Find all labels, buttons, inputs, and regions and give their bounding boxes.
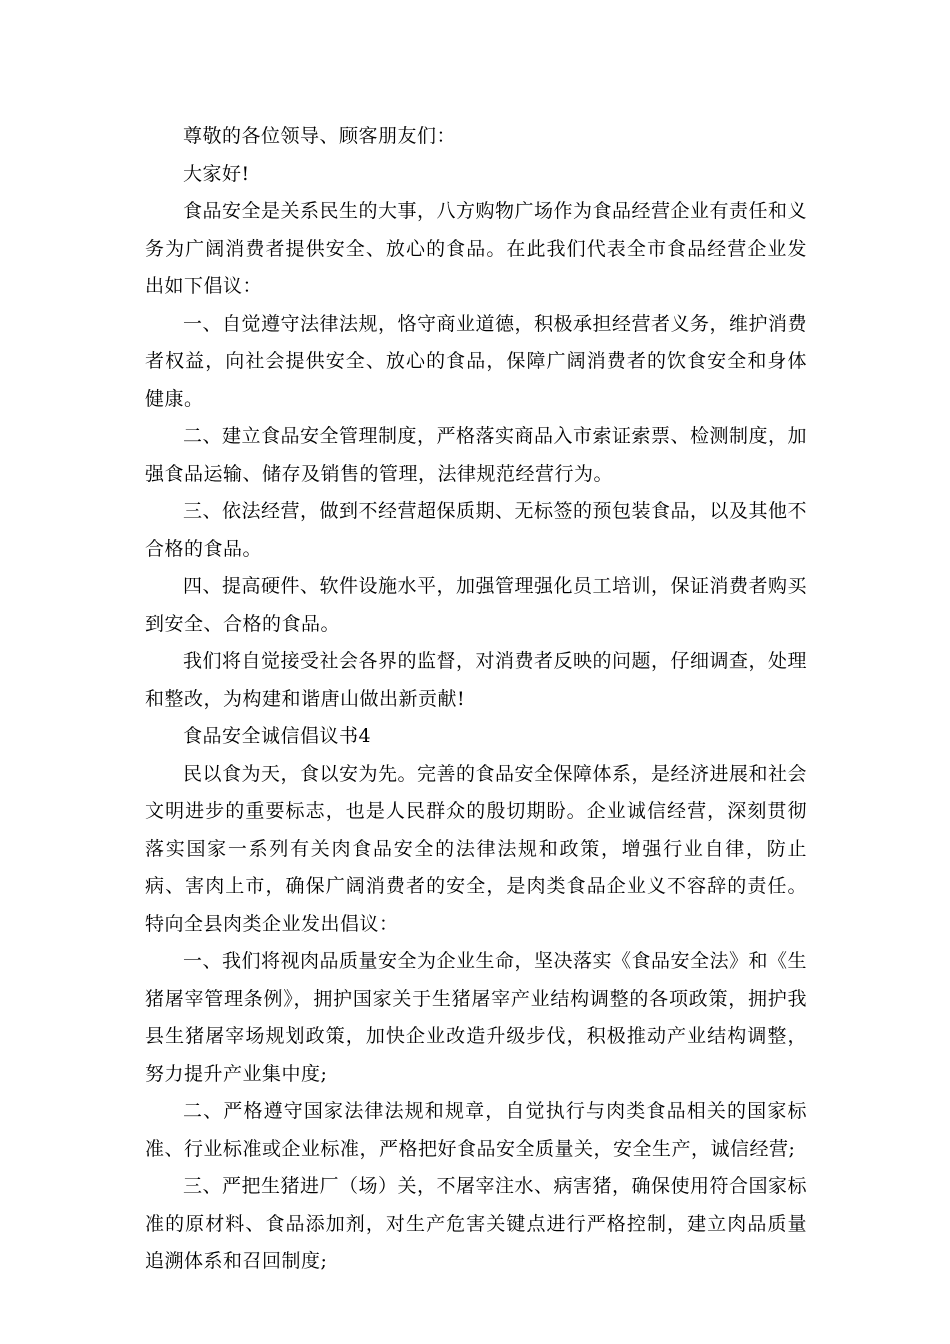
greeting: 大家好! xyxy=(183,162,250,185)
proposal-item-1: 一、自觉遵守法律法规，恪守商业道德，积极承担经营者义务，维护消费者权益，向社会提供安全、放心的食品，保障广阔消费者的饮食安全和身体健康。 xyxy=(145,312,808,410)
intro-paragraph: 食品安全是关系民生的大事，八方购物广场作为食品经营企业有责任和义务为广阔消费者提供安全、放心的食品。在此我们代表全市食品经营企业发出如下倡议： xyxy=(145,200,808,297)
document-body xyxy=(145,118,807,1281)
proposal-item-4: 四、提高硬件、软件设施水平，加强管理强化员工培训，保证消费者购买到安全、合格的食品。 xyxy=(145,575,808,635)
proposal-item-2: 二、建立食品安全管理制度，严格落实商品入市索证索票、检测制度，加强食品运输、储存及销售的管理，法律规范经营行为。 xyxy=(145,425,808,485)
section-item-2: 二、严格遵守国家法律法规和规章，自觉执行与肉类食品相关的国家标准、行业标准或企业标准，严格把好食品安全质量关，安全生产，诚信经营; xyxy=(145,1100,807,1160)
section-title: 食品安全诚信倡议书4 xyxy=(183,725,372,747)
proposal-item-3: 三、依法经营，做到不经营超保质期、无标签的预包装食品，以及其他不合格的食品。 xyxy=(145,500,808,560)
section-item-3: 三、严把生猪进厂（场）关，不屠宰注水、病害猪，确保使用符合国家标准的原材料、食品添加剂，对生产危害关键点进行严格控制，建立肉品质量追溯体系和召回制度; xyxy=(145,1175,808,1272)
salutation: 尊敬的各位领导、顾客朋友们： xyxy=(183,125,457,147)
section-intro-paragraph: 民以食为天，食以安为先。完善的食品安全保障体系，是经济进展和社会文明进步的重要标志，也是人民群众的殷切期盼。企业诚信经营，深刻贯彻落实国家一系列有关肉食品安全的法律法规和政策，增强行业自律，防止病、害肉上市，确保广阔消费者的安全，是肉类食品企业义不容辞的责任。特向全县肉类企业发出倡议： xyxy=(145,762,808,935)
section-item-1: 一、我们将视肉品质量安全为企业生命，坚决落实《食品安全法》和《生猪屠宰管理条例》，拥护国家关于生猪屠宰产业结构调整的各项政策，拥护我县生猪屠宰场规划政策，加快企业改造升级步伐，积极推动产业结构调整，努力提升产业集中度; xyxy=(145,950,808,1085)
closing-paragraph: 我们将自觉接受社会各界的监督，对消费者反映的问题，仔细调查，处理和整改，为构建和谐唐山做出新贡献! xyxy=(145,650,808,710)
